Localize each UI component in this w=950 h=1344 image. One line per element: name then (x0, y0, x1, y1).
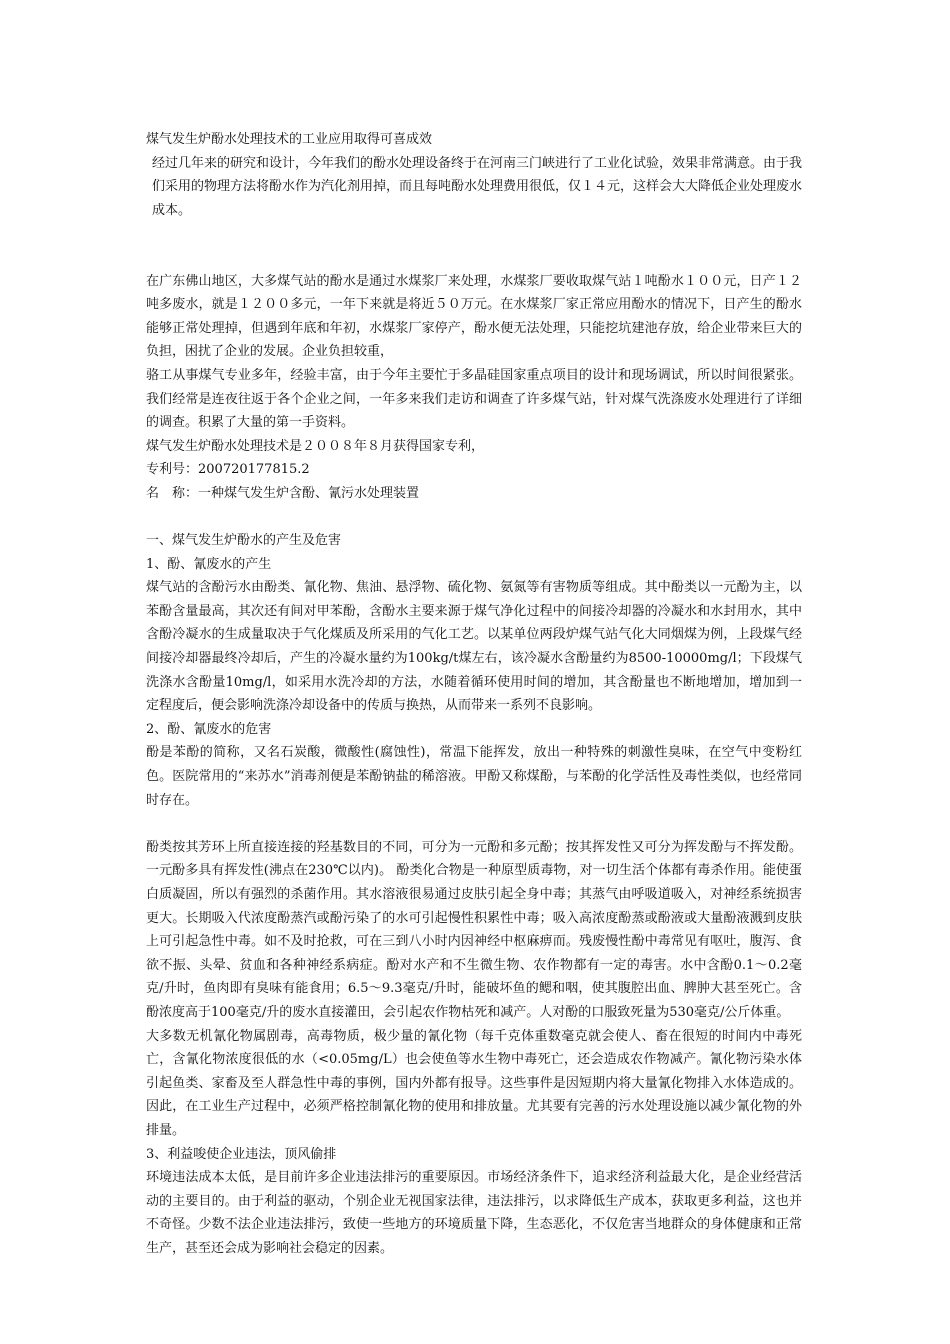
paragraph-origin: 煤气站的含酚污水由酚类、氰化物、焦油、悬浮物、硫化物、氨氮等有害物质等组成。其中酚类以一元酚为主，以苯酚含量最高，其次还有间对甲苯酚，含酚水主要来源于煤气净化过程中的间接冷却器的冷凝水和水封用水，其中含酚冷凝水的生成量取决于气化煤质及所采用的气化工艺。以某单位两段炉煤气站气化大同烟煤为例，上段煤气经间接冷却器最终冷却后，产生的冷凝水量约为100kg/t煤左右，该冷凝水含酚量约为8500-10000mg/l；下段煤气洗涤水含酚量10mg/l，如采用水洗冷却的方法，水随着循环使用时间的增加，其含酚量也不断地增加，增加到一定程度后，便会影响洗涤冷却设备中的传质与换热，从而带来一系列不良影响。 (146, 580, 802, 714)
subsection-heading-2: 2、酚、氰废水的危害 (146, 721, 272, 737)
paragraph-author: 骆工从事煤气专业多年，经验丰富，由于今年主要忙于多晶硅国家重点项目的设计和现场调试，所以时间很紧张。我们经常是连夜往返于各个企业之间，一年多来我们走访和调查了许多煤气站，针对煤气洗涤废水处理进行了详细的调查。积累了大量的第一手资料。 (146, 367, 802, 431)
patent-name: 名 称：一种煤气发生炉含酚、氰污水处理装置 (146, 485, 420, 501)
blank-space (146, 812, 802, 836)
section-heading-1: 一、煤气发生炉酚水的产生及危害 (146, 533, 342, 549)
document-title: 煤气发生炉酚水处理技术的工业应用取得可喜成效 (146, 132, 433, 147)
patent-date: 煤气发生炉酚水处理技术是２００８年８月获得国家专利， (146, 438, 485, 454)
paragraph-cyanide: 大多数无机氰化物属剧毒，高毒物质，极少量的氰化物（每千克体重数毫克就会使人、畜在很短的时间内中毒死亡，含氰化物浓度很低的水（<0.05mg/L）也会使鱼等水生物中毒死亡，还会造成农作物减产。氰化物污染水体引起鱼类、家畜及至人群急性中毒的事例，国内外都有报导。这些事件是因短期内将大量氰化物排入水体造成的。因此，在工业生产过程中，必须严格控制氰化物的使用和排放量。尤其要有完善的污水处理设施以减少氰化物的外排量。 (146, 1028, 802, 1138)
subsection-heading-3: 3、利益唆使企业违法，顶风偷排 (146, 1146, 337, 1162)
blank-space (146, 222, 802, 269)
paragraph-phenol-harm: 酚类按其芳环上所直接连接的羟基数目的不同，可分为一元酚和多元酚；按其挥发性又可分为挥发酚与不挥发酚。一元酚多具有挥发性(沸点在230℃以内)。 酚类化合物是一种原型质毒物，对一切生活个体都有毒杀作用。能使蛋白质凝固，所以有强烈的杀菌作用。其水溶液很易通过皮肤引起全身中毒；其蒸气由呼吸道吸入，对神经系统损害更大。长期吸入代浓度酚蒸汽或酚污染了的水可引起慢性积累性中毒；吸入高浓度酚蒸或酚液或大量酚液溅到皮肤上可引起急性中毒。如不及时抢救，可在三到八小时内因神经中枢麻痹而。残废慢性酚中毒常见有呕吐，腹泻、食欲不振、头晕、贫血和各种神经系病症。酚对水产和不生微生物、农作物都有一定的毒害。水中含酚0.1～0.2毫克/升时，鱼肉即有臭味有能食用；6.5～9.3毫克/升时，能破坏鱼的鳃和咽，使其腹腔出血、脾肿大甚至死亡。含酚浓度高于100毫克/升的废水直接灌田，会引起农作物枯死和减产。人对酚的口服致死量为530毫克/公斤体重。 (146, 839, 802, 1020)
document-body (146, 128, 802, 1261)
blank-space (146, 506, 802, 530)
subsection-heading-1: 1、酚、氰废水的产生 (146, 556, 272, 572)
intro-paragraph: 经过几年来的研究和设计，今年我们的酚水处理设备终于在河南三门峡进行了工业化试验，效果非常满意。由于我们采用的物理方法将酚水作为汽化剂用掉，而且每吨酚水处理费用很低，仅１４元，这样会大大降低企业处理废水成本。 (152, 155, 803, 218)
paragraph-foshan: 在广东佛山地区，大多煤气站的酚水是通过水煤浆厂来处理，水煤浆厂要收取煤气站１吨酚水１００元，日产１２吨多废水，就是１２００多元，一年下来就是将近５０万元。在水煤浆厂家正常应用酚水的情况下，日产生的酚水能够正常处理掉，但遇到年底和年初，水煤浆厂家停产，酚水便无法处理，只能挖坑建池存放，给企业带来巨大的负担，困扰了企业的发展。企业负担较重， (146, 273, 802, 360)
paragraph-violation: 环境违法成本太低，是目前许多企业违法排污的重要原因。市场经济条件下，追求经济利益最大化，是企业经营活动的主要目的。由于利益的驱动，个别企业无视国家法律，违法排污，以求降低生产成本，获取更多利益，这也并不奇怪。少数不法企业违法排污，致使一些地方的环境质量下降，生态恶化，不仅危害当地群众的身体健康和正常生产，甚至还会成为影响社会稳定的因素。 (146, 1170, 802, 1256)
patent-number: 专利号：200720177815.2 (146, 462, 310, 478)
paragraph-phenol-def: 酚是苯酚的简称，又名石炭酸，微酸性(腐蚀性)，常温下能挥发，放出一种特殊的刺激性臭味，在空气中变粉红色。医院常用的“来苏水”消毒剂便是苯酚钠盐的稀溶液。甲酚又称煤酚，与苯酚的化学活性及毒性类似，也经常同时存在。 (146, 745, 802, 808)
